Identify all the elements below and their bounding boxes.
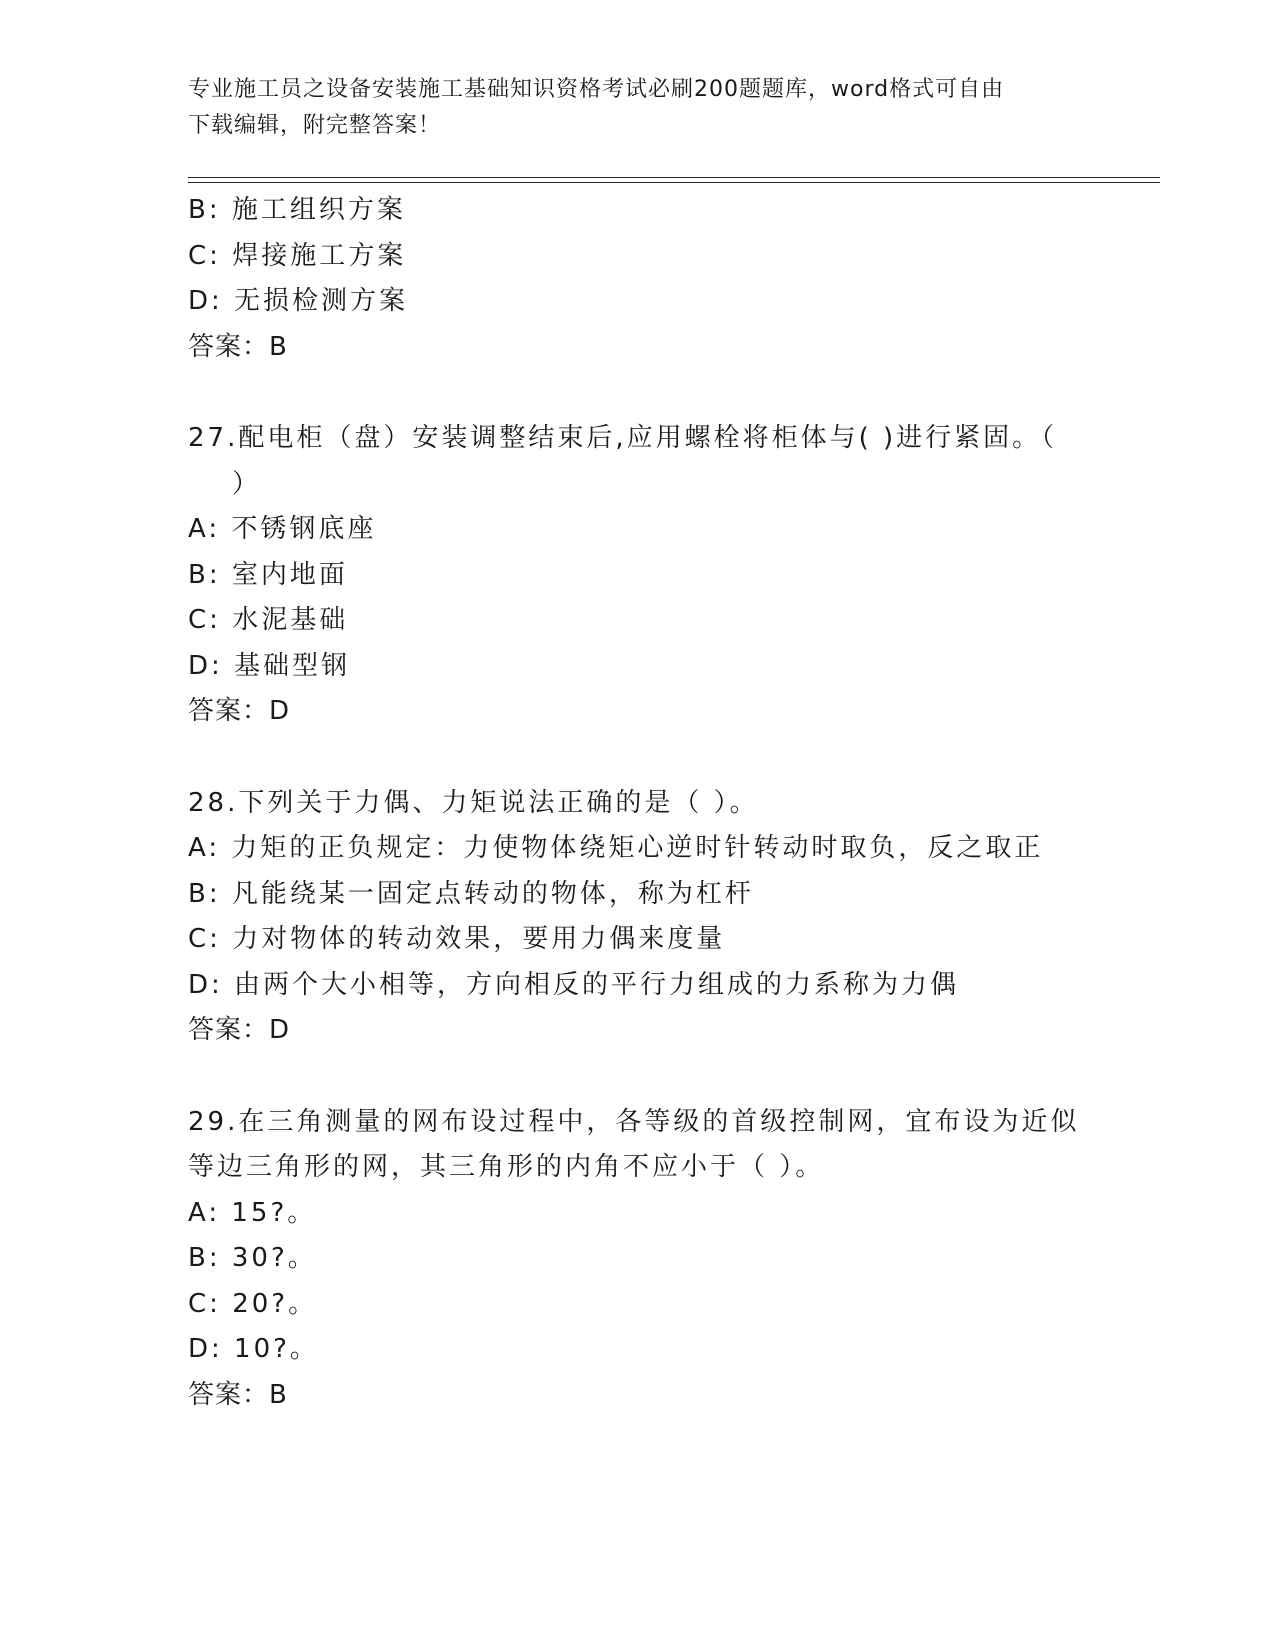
option-d: [188, 279, 1088, 325]
option-text: 力对物体的转动效果，要用力偶来度量: [232, 924, 726, 954]
spacer: [188, 1054, 1088, 1100]
header-title-line-2: 下载编辑，附完整答案！: [188, 113, 442, 138]
question-28: [188, 781, 1088, 1054]
option-key: D:: [188, 1334, 223, 1364]
question-stem-line-1: 28.下列关于力偶、力矩说法正确的是（ ）。: [188, 787, 759, 818]
option-text: 力矩的正负规定：力使物体绕矩心逆时针转动时取负，反之取正: [231, 833, 1044, 863]
option-b: [188, 1236, 1088, 1282]
option-d: [188, 1327, 1088, 1373]
option-text: 20?。: [232, 1288, 318, 1319]
option-text: 凡能绕某一固定点转动的物体，称为杠杆: [231, 878, 754, 909]
question-stem-line-2: ）: [232, 468, 262, 499]
option-key: C:: [188, 1288, 221, 1319]
option-key: D:: [188, 286, 223, 316]
option-key: A:: [188, 1197, 221, 1228]
option-c: [188, 917, 1088, 963]
option-b: [188, 872, 1088, 918]
header-title-line-1: 专业施工员之设备安装施工基础知识资格考试必刷200题题库，word格式可自由: [188, 77, 1005, 102]
option-key: D:: [188, 969, 223, 1000]
option-d: [188, 963, 1088, 1009]
option-a: [188, 1191, 1088, 1237]
option-text: 基础型钢: [234, 650, 351, 681]
option-key: C:: [188, 924, 221, 954]
option-key: B:: [188, 1243, 221, 1273]
option-b: [188, 188, 1088, 234]
answer-line: 答案：B: [188, 1379, 288, 1410]
option-text: 15?。: [231, 1197, 317, 1228]
option-d: [188, 644, 1088, 690]
option-key: A:: [188, 514, 221, 544]
option-text: 无损检测方案: [234, 286, 409, 316]
option-a: [188, 826, 1088, 872]
option-a: [188, 507, 1088, 553]
option-text: 10?。: [234, 1334, 319, 1364]
option-b: [188, 553, 1088, 599]
question-stem-line-1: 27.配电柜（盘）安装调整结束后,应用螺栓将柜体与( )进行紧固。（: [188, 423, 1058, 453]
answer-line: 答案：D: [188, 696, 291, 726]
option-key: D:: [188, 650, 223, 681]
spacer: [188, 370, 1088, 416]
option-text: 室内地面: [231, 559, 348, 590]
spacer: [188, 735, 1088, 781]
question-29: [188, 1100, 1088, 1419]
option-text: 水泥基础: [232, 605, 349, 635]
option-text: 由两个大小相等，方向相反的平行力组成的力系称为力偶: [234, 969, 960, 1000]
option-key: C:: [188, 240, 221, 271]
option-c: [188, 598, 1088, 644]
question-stem-line-2: 等边三角形的网，其三角形的内角不应小于（ ）。: [188, 1152, 825, 1182]
option-c: [188, 1282, 1088, 1328]
option-key: C:: [188, 605, 221, 635]
option-key: B:: [188, 559, 221, 590]
option-text: 30?。: [231, 1243, 317, 1273]
carryover-block: [188, 188, 1088, 370]
header-divider-bottom: [188, 182, 1160, 183]
document-header: [188, 72, 1088, 144]
question-stem-line-1: 29.在三角测量的网布设过程中，各等级的首级控制网，宜布设为近似: [188, 1106, 1080, 1137]
question-27: [188, 416, 1088, 735]
option-key: B:: [188, 878, 221, 909]
option-text: 焊接施工方案: [232, 240, 407, 271]
answer-line: 答案：B: [188, 331, 288, 362]
option-key: B:: [188, 195, 221, 225]
question-content: [188, 188, 1088, 1418]
option-c: [188, 234, 1088, 280]
header-divider-top: [188, 177, 1160, 178]
option-text: 施工组织方案: [231, 195, 406, 225]
option-text: 不锈钢底座: [231, 514, 377, 544]
option-key: A:: [188, 833, 221, 863]
answer-line: 答案：D: [188, 1015, 291, 1045]
